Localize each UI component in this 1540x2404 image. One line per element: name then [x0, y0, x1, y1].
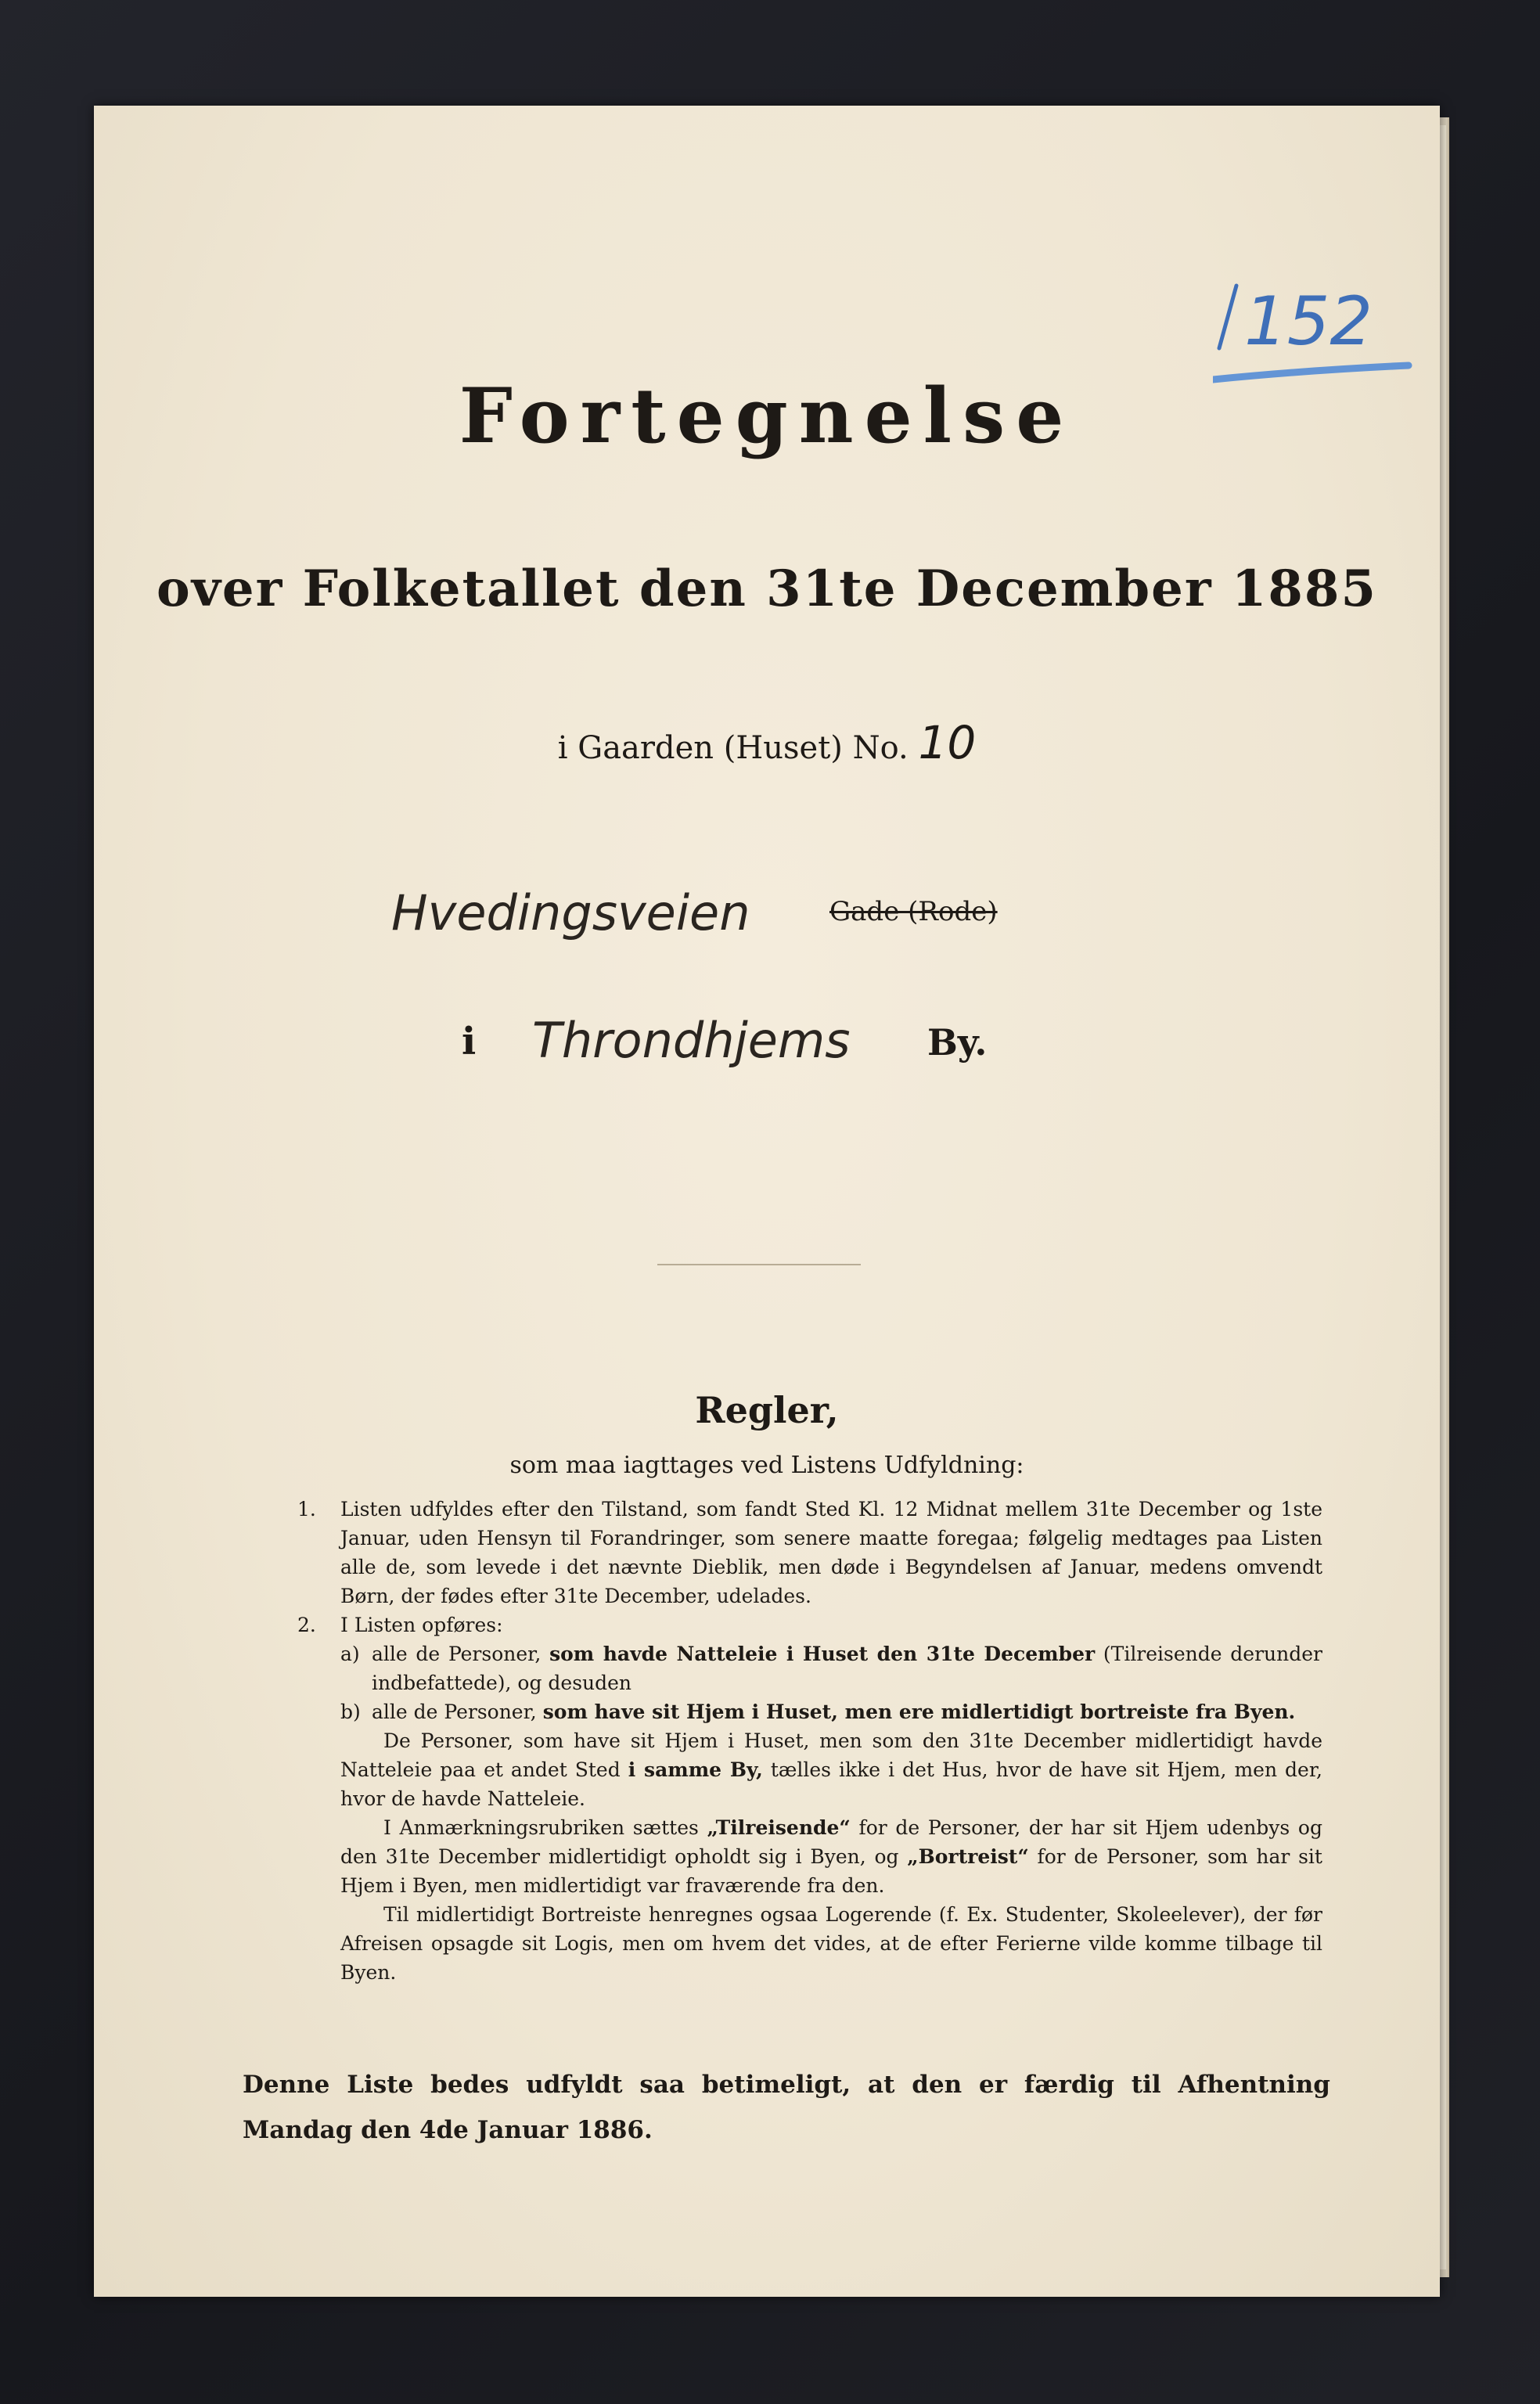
rules-heading: Regler, [695, 1389, 839, 1431]
p2-mid: for de Personer, der har sit Hjem udenbys og den 31te December midlertidigt opholdt sig i Byen, og [340, 1816, 1322, 1868]
p2-pre: I Anmærkningsrubriken sættes [383, 1816, 699, 1839]
rule-2b-label: b) [340, 1700, 361, 1723]
section-divider [657, 1264, 861, 1265]
rule-paragraph-1 [297, 1726, 1322, 1813]
census-form-page [94, 106, 1440, 2297]
rule-2b [297, 1697, 1322, 1726]
rule-2a-post: (Tilreisende derunder indbefattede), og desuden [372, 1643, 1323, 1694]
svg-text:152: 152 [1244, 283, 1373, 361]
rule-1 [297, 1495, 1322, 1610]
house-number-handwritten: 10 [918, 716, 977, 769]
rule-2b-pre: alle de Personer, [372, 1700, 537, 1723]
city-prefix: i [462, 1020, 477, 1063]
p1-bold: i samme By, [628, 1758, 763, 1781]
rules-list [297, 1495, 1322, 1987]
page-title: Fortegnelse [459, 372, 1075, 460]
rule-2 [297, 1610, 1322, 1639]
rule-2a-pre: alle de Personer, [372, 1643, 542, 1665]
p2-bold-1: „Tilreisende“ [707, 1816, 851, 1839]
rule-1-text: Listen udfyldes efter den Tilstand, som fandt Sted Kl. 12 Midnat mellem 31te December og 1ste Januar, uden Hensyn til Forandringer, som senere maatte foregaa; følgelig medtages paa Listen alle de, som levede i det nævnte Dieblik, men døde i Begyndelsen af Januar, medens omvendt Børn, der fødes efter 31te December, udelades. [340, 1498, 1322, 1607]
rule-2a-bold: som havde Natteleie i Huset den 31te December [549, 1643, 1096, 1665]
rule-2-text: I Listen opføres: [340, 1614, 503, 1636]
rule-paragraph-2 [297, 1813, 1322, 1900]
rule-2-number: 2. [297, 1614, 316, 1636]
rule-2a-label: a) [340, 1643, 360, 1665]
city-line [94, 959, 1440, 1115]
rules-subheading: som maa iagttages ved Listens Udfyldning: [509, 1452, 1024, 1479]
gaarden-line [94, 716, 1440, 769]
p1-pre: De Personer, som have sit Hjem i Huset, men som den 31te December midlertidigt havde Natteleie paa et andet Sted [340, 1729, 1322, 1781]
gade-rode-label: Gade (Rode) [829, 896, 998, 927]
rule-2a [297, 1639, 1322, 1697]
rule-paragraph-3: Til midlertidigt Bortreiste henregnes ogsaa Logerende (f. Ex. Studenter, Skoleelever), der før Afreisen opsagde sit Logis, men om hvem det vides, at de efter Ferierne vilde komme tilbage til Byen. [340, 1903, 1322, 1984]
street-name-handwritten: Hvedingsveien [391, 884, 750, 941]
city-suffix: By. [927, 1021, 988, 1063]
p2-bold-2: „Bortreist“ [907, 1845, 1029, 1868]
page-subtitle: over Folketallet den 31te December 1885 [157, 560, 1377, 618]
rule-2b-bold: som have sit Hjem i Huset, men ere midlertidigt bortreiste fra Byen. [542, 1700, 1296, 1723]
p1-post: tælles ikke i det Hus, hvor de have sit Hjem, men der, hvor de havde Natteleie. [340, 1758, 1323, 1810]
final-note: Denne Liste bedes udfyldt saa betimeligt, at den er færdig til Afhentning Mandag den 4de Januar 1886. [243, 2071, 1330, 2144]
p2-post: for de Personer, som har sit Hjem i Byen, men midlertidigt var fraværende fra den. [340, 1845, 1322, 1897]
gaarden-label: i Gaarden (Huset) No. [557, 730, 909, 766]
rule-1-number: 1. [297, 1498, 316, 1520]
city-name-handwritten: Throndhjems [532, 1012, 851, 1069]
